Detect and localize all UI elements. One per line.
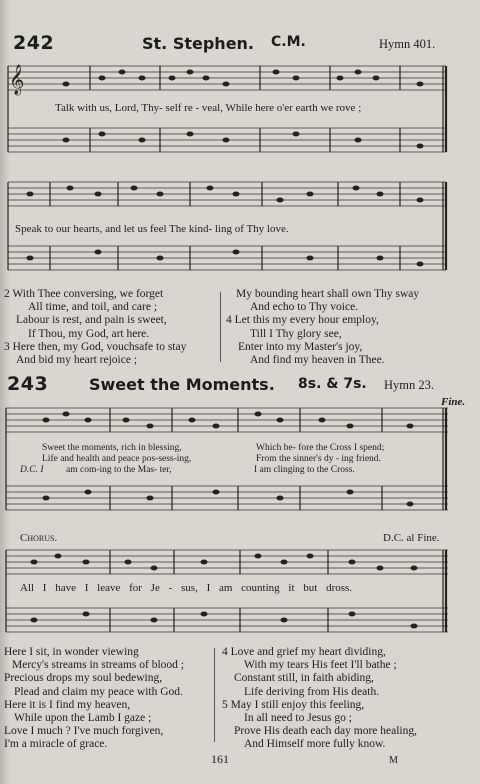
verse-line: 2 With Thee conversing, we forget [4,288,164,300]
lyric-line: Life and health and peace pos-sess-ing, [42,454,192,464]
verse-line: I'm a miracle of grace. [4,738,108,751]
verse-line: 4 Let this my every hour employ, [226,314,379,327]
hymn-number: 242 [13,32,55,54]
verse-line: And find my heaven in Thee. [250,354,385,367]
verse-line: Prove His death each day more healing, [234,725,417,738]
verse-line: While upon the Lamb I gaze ; [14,712,152,725]
dc-al-fine-label: D.C. al Fine. [383,532,440,544]
verse-line: Precious drops my soul bedewing, [4,672,163,685]
verse-line: Till I Thy glory see, [250,327,342,340]
verse-line: Mercy's streams in streams of blood ; [12,659,184,672]
verse-line: Constant still, in faith abiding, [234,672,374,685]
lyric-line: I am clinging to the Cross. [254,465,355,475]
music-system [0,404,480,530]
page-number: 161 [211,752,229,766]
verses-right-column [226,288,476,367]
chorus-label: Chorus. [20,532,58,544]
svg-text:𝄞: 𝄞 [9,65,25,95]
column-divider [220,292,221,362]
verse-line: 4 Love and grief my heart dividing, [222,646,386,658]
signature-mark: M [389,755,398,766]
verse-line: Here it is I find my heaven, [4,698,131,711]
verse-line: Enter into my Master's joy, [238,340,363,353]
verse-line: Life deriving from His death. [244,685,380,698]
lyric-line: From the sinner's dy - ing friend. [256,454,381,464]
hymn-reference: Hymn 401. [379,37,436,51]
lyric-line: Talk with us, Lord, Thy- self re - veal, While here o'er earth we rove ; [55,102,362,114]
lyric-line: Sweet the moments, rich in blessing, [42,443,182,453]
verse-line: Love I much ? I've much forgiven, [4,725,164,738]
verse-line: In all need to Jesus go ; [244,712,352,725]
verse-line: With my tears His feet I'll bathe ; [244,659,397,672]
lyric-line: Which be- fore the Cross I spend; [256,443,385,453]
lyric-line: am com-ing to the Mas- ter, [66,465,172,475]
verse-line: Labour is rest, and pain is sweet, [16,314,167,327]
lyric-line: Speak to our hearts, and let us feel The kind- ling of Thy love. [15,223,289,235]
hymn-number: 243 [7,373,49,395]
verse-line: Plead and claim my peace with God. [14,685,183,698]
hymn-meter: 8s. & 7s. [298,376,367,392]
verse-line: Here I sit, in wonder viewing [4,646,139,658]
verse-line: 3 Here then, my God, vouchsafe to stay [4,340,187,353]
hymn-reference: Hymn 23. [384,378,434,392]
verses-right-column [222,646,476,752]
hymn-meter: C.M. [271,34,306,50]
column-divider [214,648,215,742]
verse-line: My bounding heart shall own Thy sway [236,288,420,300]
verses-left-column [4,646,216,752]
dc-label: D.C. I [20,465,44,475]
verse-line: If Thou, my God, art here. [28,327,150,340]
verse-line: And Himself more fully know. [244,738,386,751]
verse-line: And bid my heart rejoice ; [16,354,138,367]
music-system [0,172,480,282]
verse-line: All time, and toil, and care ; [28,301,158,314]
lyric-line: All I have I leave for Je - sus, I am counting it but dross. [20,582,353,594]
music-system [0,544,480,648]
staff-notation [0,544,480,648]
hymn-title: Sweet the Moments. [89,375,275,394]
verses-left-column [4,288,212,367]
fine-marking: Fine. [441,396,466,408]
verse-line: 5 May I still enjoy this feeling, [222,698,365,711]
verse-line: And echo to Thy voice. [250,301,359,314]
music-system [0,58,480,168]
hymn-title: St. Stephen. [142,34,255,53]
